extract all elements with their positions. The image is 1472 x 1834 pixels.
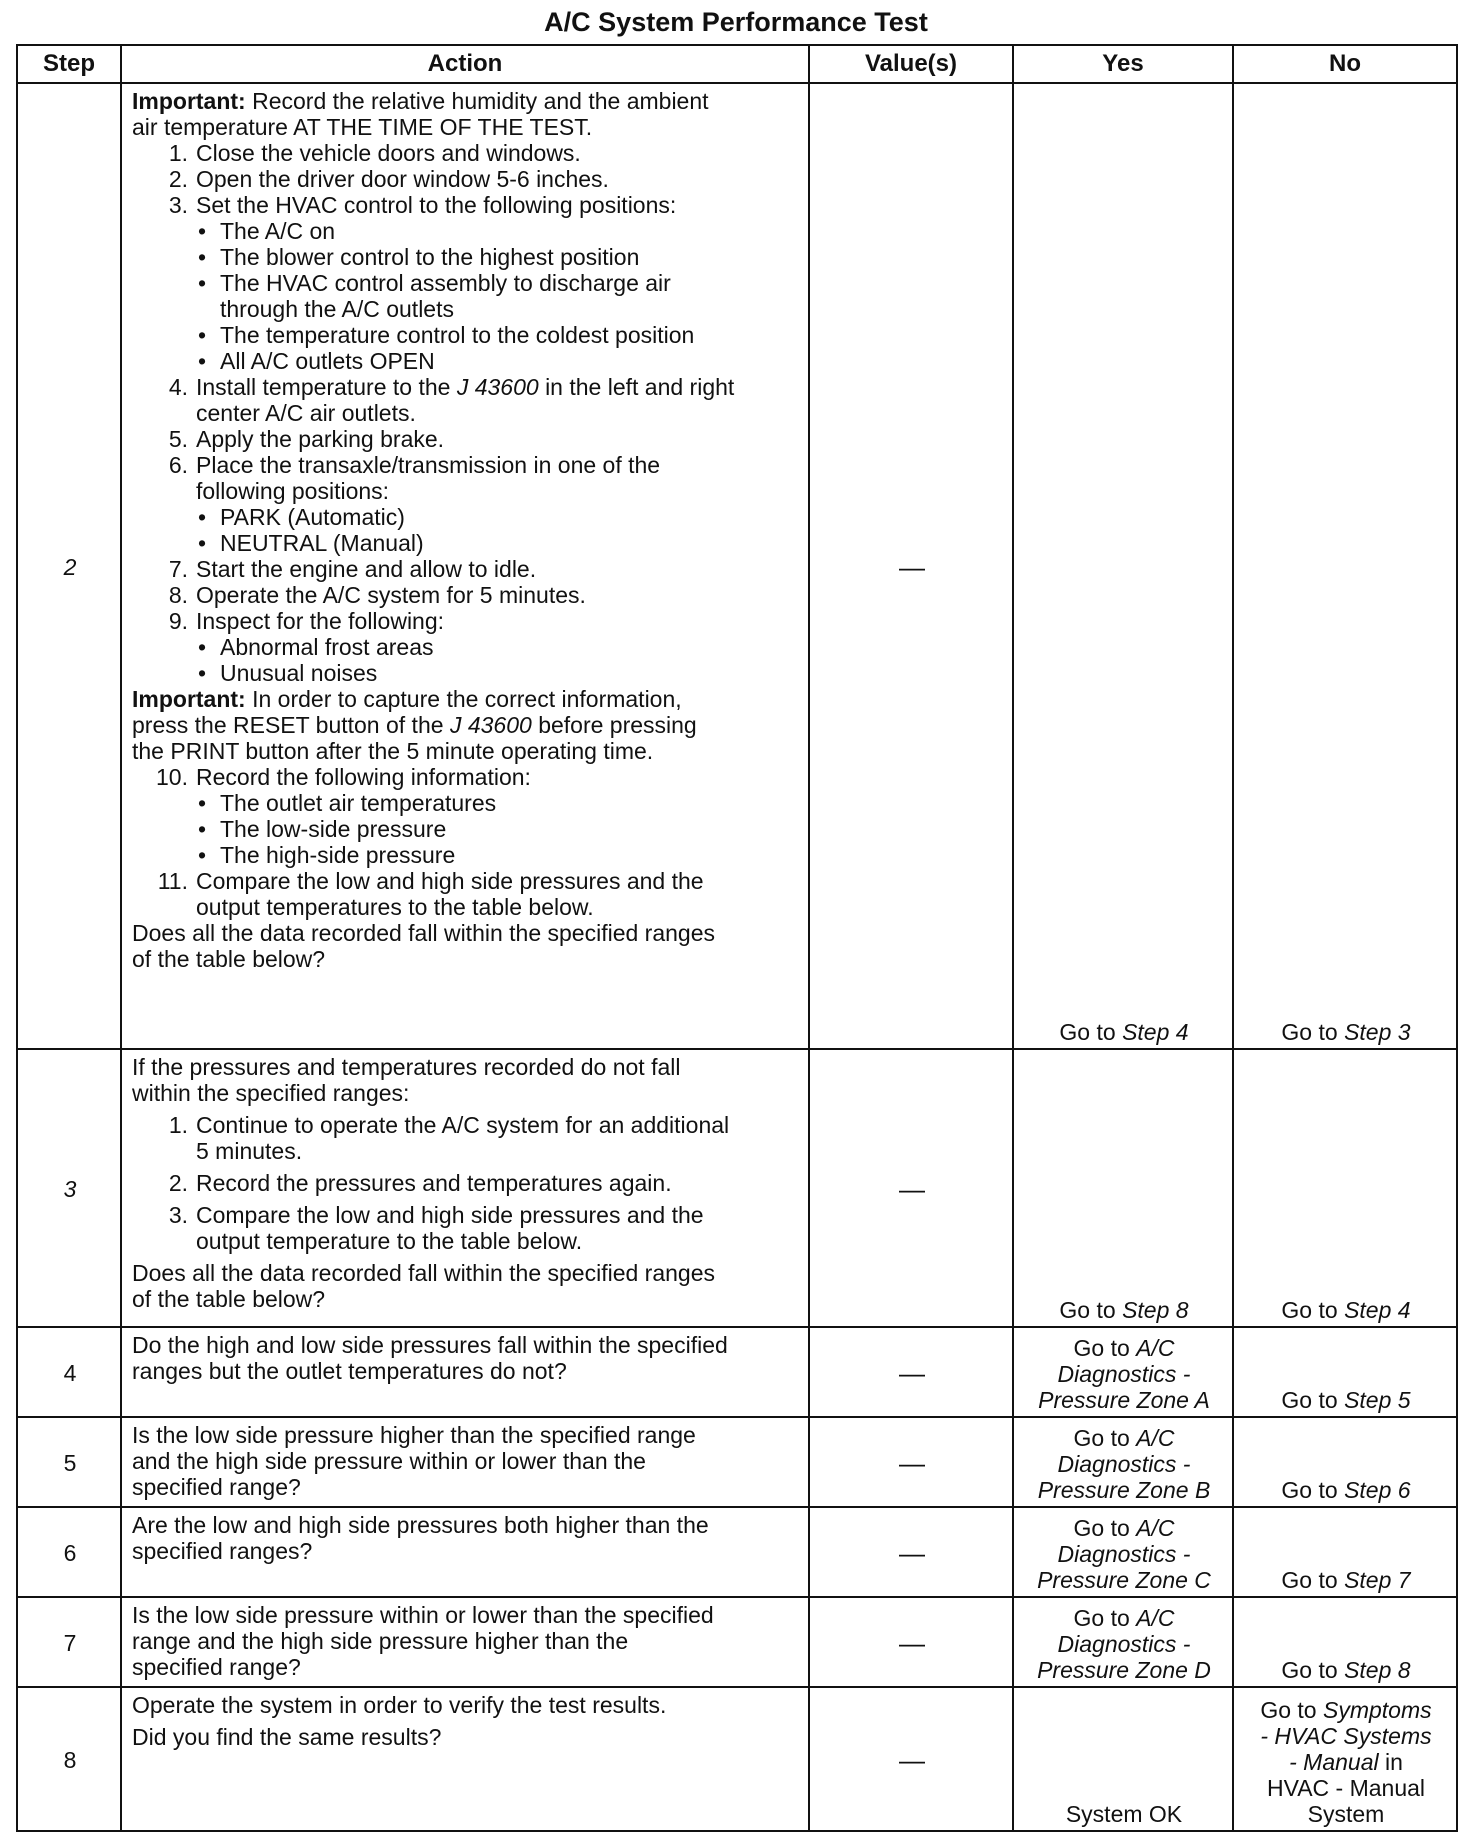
bullet-item: • The outlet air temperatures <box>198 790 497 816</box>
bullet-item: • The A/C on <box>198 218 336 244</box>
value-cell: — <box>809 1049 1013 1327</box>
important-note-line: air temperature AT THE TIME OF THE TEST. <box>132 114 593 140</box>
bullet-item: • All A/C outlets OPEN <box>198 348 435 374</box>
step-number: 3 <box>17 1049 121 1327</box>
list-item: 1. Continue to operate the A/C system for an additional 5 minutes. <box>168 1112 730 1164</box>
list-item: 7. Start the engine and allow to idle. <box>168 556 537 582</box>
list-item: 3. Compare the low and high side pressures and the output temperature to the table below. <box>168 1202 704 1254</box>
yes-cell: Go to A/C Diagnostics - Pressure Zone A <box>1013 1327 1233 1417</box>
step-number: 5 <box>17 1417 121 1507</box>
list-item: 8. Operate the A/C system for 5 minutes. <box>168 582 586 608</box>
col-header-step: Step <box>17 45 121 83</box>
value-cell: — <box>809 1597 1013 1687</box>
question-text: of the table below? <box>132 946 326 972</box>
value-cell: — <box>809 1507 1013 1597</box>
yes-cell: Go to Step 8 <box>1013 1049 1233 1327</box>
yes-cell: System OK <box>1013 1687 1233 1831</box>
no-cell: Go to Step 3 <box>1233 83 1457 1049</box>
question-text: of the table below? <box>132 1286 326 1312</box>
list-item: 10. Record the following information: <box>156 764 531 790</box>
bullet-item: • The high-side pressure <box>198 842 456 868</box>
value-cell: — <box>809 1417 1013 1507</box>
action-cell: Are the low and high side pressures both higher than the specified ranges? <box>121 1507 809 1597</box>
step-number: 6 <box>17 1507 121 1597</box>
bullet-item: • Unusual noises <box>198 660 378 686</box>
document-title: A/C System Performance Test <box>544 7 928 37</box>
procedure-table <box>16 44 1458 1832</box>
action-cell: Is the low side pressure higher than the specified range and the high side pressure within or lower than the specified range? <box>121 1417 809 1507</box>
list-item: 5. Apply the parking brake. <box>168 426 445 452</box>
no-cell: Go to Step 7 <box>1233 1507 1457 1597</box>
bullet-item: • NEUTRAL (Manual) <box>198 530 424 556</box>
action-cell: Operate the system in order to verify the test results. Did you find the same results? <box>121 1687 809 1831</box>
question-text: Does all the data recorded fall within the specified ranges <box>132 920 716 946</box>
value-cell: — <box>809 1327 1013 1417</box>
table-row-step-3 <box>17 1049 1457 1327</box>
no-cell: Go to Step 5 <box>1233 1327 1457 1417</box>
list-item: 1. Close the vehicle doors and windows. <box>168 140 581 166</box>
yes-cell: Go to A/C Diagnostics - Pressure Zone B <box>1013 1417 1233 1507</box>
important-note-line: press the RESET button of the J 43600 before pressing <box>132 712 697 738</box>
table-row-step-2 <box>17 83 1457 1049</box>
list-item: 11. Compare the low and high side pressures and the output temperatures to the table below. <box>157 868 704 920</box>
action-cell <box>121 83 809 1049</box>
bullet-item: • The HVAC control assembly to discharge air through the A/C outlets <box>198 270 671 322</box>
important-note-line: the PRINT button after the 5 minute operating time. <box>132 738 654 764</box>
table-row-step-7 <box>17 1597 1457 1687</box>
action-cell: If the pressures and temperatures recorded do not fall within the specified ranges: 1. Continue to operate the A/C system for an additional 5 minutes. 2. Record the pressures and temperatures again. 3. Compare the low and high side pressures and the output temperature to the table below. Does all the data recorded fall within the specified ranges of the table below? <box>121 1049 809 1327</box>
col-header-values: Value(s) <box>809 45 1013 83</box>
step-number: 4 <box>17 1327 121 1417</box>
table-row-step-5 <box>17 1417 1457 1507</box>
bullet-item: • The low-side pressure <box>198 816 447 842</box>
action-cell: Do the high and low side pressures fall within the specified ranges but the outlet temperatures do not? <box>121 1327 809 1417</box>
question-text: Does all the data recorded fall within the specified ranges <box>132 1260 716 1286</box>
yes-cell: Go to Step 4 <box>1013 83 1233 1049</box>
no-cell: Go to Step 4 <box>1233 1049 1457 1327</box>
bullet-item: • The temperature control to the coldest position <box>198 322 695 348</box>
step-number: 8 <box>17 1687 121 1831</box>
col-header-no: No <box>1233 45 1457 83</box>
list-item: 2. Record the pressures and temperatures again. <box>168 1170 672 1196</box>
col-header-action: Action <box>121 45 809 83</box>
no-cell: Go to Symptoms - HVAC Systems - Manual in HVAC - Manual System <box>1233 1687 1457 1831</box>
step-number: 2 <box>17 83 121 1049</box>
table-row-step-4 <box>17 1327 1457 1417</box>
step-number: 7 <box>17 1597 121 1687</box>
bullet-item: • Abnormal frost areas <box>198 634 434 660</box>
bullet-item: • The blower control to the highest position <box>198 244 640 270</box>
value-cell: — <box>809 83 1013 1049</box>
important-note: Important: In order to capture the correct information, <box>132 686 682 712</box>
col-header-yes: Yes <box>1013 45 1233 83</box>
table-row-step-6 <box>17 1507 1457 1597</box>
list-item: 6. Place the transaxle/transmission in one of the following positions: <box>168 452 661 504</box>
bullet-item: • PARK (Automatic) <box>198 504 405 530</box>
list-item: 3. Set the HVAC control to the following positions: <box>168 192 677 218</box>
no-cell: Go to Step 8 <box>1233 1597 1457 1687</box>
important-note: Important: Record the relative humidity and the ambient <box>132 88 709 114</box>
table-row-step-8 <box>17 1687 1457 1831</box>
no-cell: Go to Step 6 <box>1233 1417 1457 1507</box>
action-cell: Is the low side pressure within or lower than the specified range and the high side pressure higher than the specified range? <box>121 1597 809 1687</box>
document-page <box>16 0 1456 1832</box>
yes-cell: Go to A/C Diagnostics - Pressure Zone C <box>1013 1507 1233 1597</box>
list-item: 9. Inspect for the following: <box>168 608 445 634</box>
list-item: 2. Open the driver door window 5-6 inches. <box>168 166 609 192</box>
header-row <box>17 45 1457 83</box>
yes-cell: Go to A/C Diagnostics - Pressure Zone D <box>1013 1597 1233 1687</box>
value-cell: — <box>809 1687 1013 1831</box>
list-item: 4. Install temperature to the J 43600 in the left and right center A/C air outlets. <box>168 374 735 426</box>
